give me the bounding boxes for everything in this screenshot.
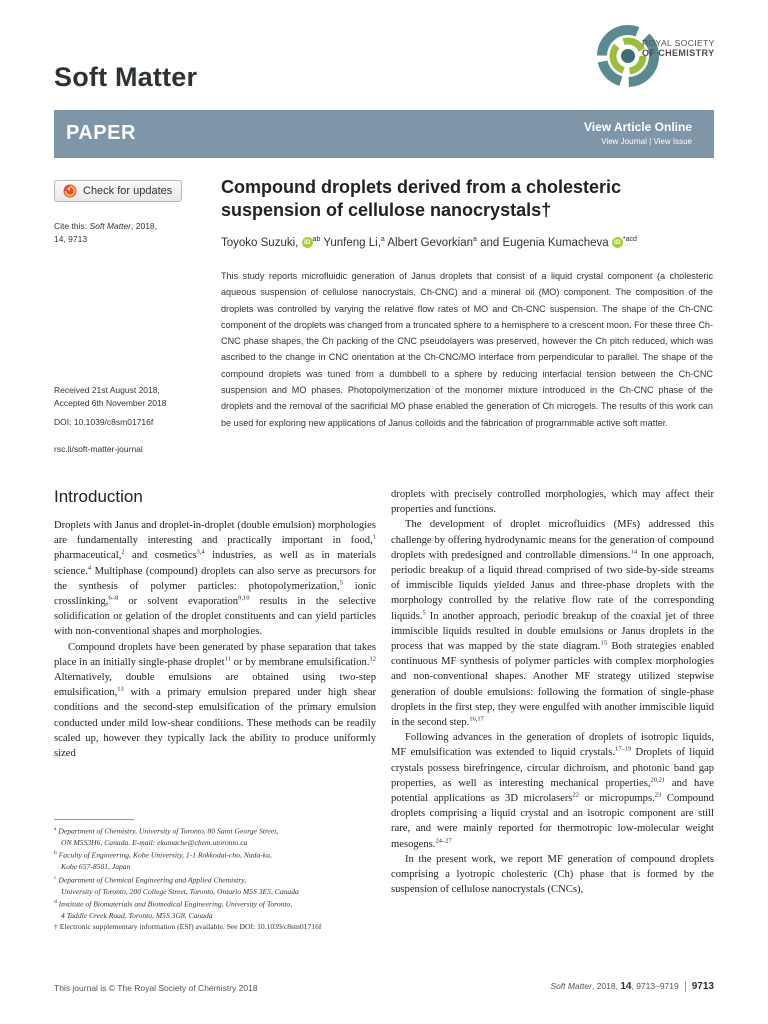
author-affiliation: a bbox=[380, 236, 385, 243]
author-list bbox=[221, 236, 711, 249]
journal-link[interactable]: rsc.li/soft-matter-journal bbox=[54, 444, 143, 454]
body-column-left bbox=[54, 518, 376, 761]
body-paragraph: Following advances in the generation of droplets of isotropic liquids, MF emulsification was extended to liquid crystals.$^{17-19}$ Droplets of liquid crystals possess birefringence, circular dichroism, and photonic band gap properties, as well as interesting mechanical properties,$^{20,21}$ and have potential applications as 3D microlasers$^{22}$ or micropumps.$^{23}$ Compound droplets comprising a liquid crystal and an isotropic component are still rare, and were mainly reported for thermotropic low-molecular weight mesogens.$^{24-27}$ bbox=[391, 732, 715, 850]
article-title: Compound droplets derived from a cholesteric suspension of cellulose nanocrystals† bbox=[221, 177, 622, 220]
footer-separator bbox=[685, 981, 686, 992]
link-separator: | bbox=[649, 137, 654, 146]
view-links bbox=[601, 137, 692, 146]
author-name: Albert Gevorkian bbox=[384, 236, 474, 249]
cite-prefix: Cite this: bbox=[54, 221, 90, 231]
author-name: Toyoko Suzuki, bbox=[221, 236, 299, 249]
footnote-affiliation-b: $^b$ Faculty of Engineering, Kobe University, 1-1 Rokkodai-cho, Nada-ku, bbox=[54, 850, 272, 860]
page-number: 9713 bbox=[691, 981, 714, 992]
paper-type-label: PAPER bbox=[66, 122, 136, 144]
footnote-divider bbox=[54, 819, 134, 820]
orcid-icon[interactable]: iD bbox=[302, 237, 313, 248]
doi: DOI: 10.1039/c8sm01716f bbox=[54, 417, 154, 427]
body-paragraph: Compound droplets have been generated by phase separation that takes place in an initially single-phase droplet$^{11}$ or by membrane emulsification.$^{12}$ Alternatively, double emulsions are obtained using two-step emulsification,$^{13}$ with a primary emulsion prepared under high shear conditions and the second-step emulsification of the primary emulsion conducted under mild low-shear conditions. These methods can be readily scaled up, however they typically lack the ability to produce uniformly sized bbox=[54, 641, 376, 760]
footer-volume: 14 bbox=[620, 981, 632, 992]
journal-title: Soft Matter bbox=[54, 62, 198, 92]
body-paragraph: The development of droplet microfluidics (MFs) addressed this challenge by offering hydrodynamic means for the generation of compound droplets with predesigned and controllable dimensions.$^{14}$ In one approach, periodic breakup of a liquid thread comprised of two side-by-side streams of immiscible liquids yielded Janus and three-phase droplets with the morphology controlled by the relative flow rate of the corresponding liquids.$^5$ In another approach, periodic breakup of the coaxial jet of three immiscible liquids resulted in double emulsions or Janus droplets in the process that was mapped by the state diagram.$^{15}$ Both strategies enabled continuous MF synthesis of polymer particles with complex morphologies and non-conventional shapes. Another MF strategy utilized stepwise generation of double emulsions: following the formation of single-phase droplets in the first step, they were engulfed with another immiscible liquid in the second step.$^{16,17}$ bbox=[391, 519, 714, 729]
footer-journal: Soft Matter bbox=[550, 981, 592, 991]
cite-year: , 2018, bbox=[131, 221, 158, 231]
citation-info bbox=[54, 220, 179, 246]
section-heading: Introduction bbox=[54, 487, 143, 506]
footnote-affiliation-a-cont: ON M5S3H6, Canada. E-mail: ekumache@chem.utoronto.ca bbox=[61, 837, 248, 847]
view-journal-link[interactable]: View Journal bbox=[601, 137, 647, 146]
orcid-icon[interactable]: iD bbox=[612, 237, 623, 248]
footnote-affiliation-d-cont: 4 Taddle Creek Road, Toronto, M5S 3G8, Canada bbox=[61, 910, 213, 920]
cite-journal: Soft Matter bbox=[89, 221, 132, 231]
publisher-name bbox=[642, 38, 715, 58]
dates-info bbox=[54, 384, 179, 410]
author-affiliation: ab bbox=[312, 236, 321, 243]
footnote-affiliation-c: $^c$ Department of Chemical Engineering and Applied Chemistry, bbox=[54, 874, 247, 885]
check-for-updates-label: Check for updates bbox=[83, 185, 173, 197]
received-date: Received 21st August 2018, bbox=[54, 385, 160, 395]
abstract: This study reports microfluidic generation of Janus droplets that consist of a liquid crystal component (a cholesteric aqueous suspension of cellulose nanocrystals, Ch-CNC) and a mineral oil (MO) component. The composition of the droplets was controlled by varying the relative flow rates of MO and Ch-CNC suspension. The shape of the Ch-CNC component of the droplets was changed from a truncated sphere to a hemisphere to a crescent moon. For these three Ch-CNC phase shapes, the Ch packing of the CNC pseudolayers was preserved, however the Ch pitch reduced, which was ascribed to the change in CNC orientation at the Ch-CNC/MO interface from perpendicular to parallel. The shape of the compound droplets was tuned from a dumbbell to a sphere by reducing interfacial tension between the Ch-CNC suspension and MO phases. Photopolymerization of the monomer mixture introduced in the Ch-CNC phase of the droplets and the removal of the sacrificial MO phase enabled the generation of Ch microgels. The results of this work can be used for exploring new applications of Janus colloids and the fabrication of programmable active soft matter. bbox=[221, 271, 713, 428]
author-affiliation: a bbox=[473, 236, 477, 243]
view-article-online-link[interactable]: View Article Online bbox=[583, 120, 692, 134]
publisher-line-2: OF CHEMISTRY bbox=[642, 48, 715, 58]
accepted-date: Accepted 6th November 2018 bbox=[54, 398, 167, 408]
page-citation-footer bbox=[550, 981, 714, 992]
body-column-right bbox=[391, 487, 714, 897]
footnote-affiliation-c-cont: University of Toronto, 200 College Street, Toronto, Ontario M5S 3E5, Canada bbox=[61, 886, 299, 896]
footer-pages: , 9713–9719 bbox=[631, 981, 679, 991]
author-name: Yunfeng Li, bbox=[320, 236, 381, 249]
footnote-esi: † Electronic supplementary information (ESI) available. See DOI: 10.1039/c8sm01716f bbox=[54, 922, 322, 932]
paper-header-bar bbox=[54, 110, 714, 158]
refresh-badge-icon bbox=[63, 184, 77, 198]
footnotes bbox=[54, 824, 384, 933]
view-issue-link[interactable]: View Issue bbox=[653, 137, 692, 146]
body-paragraph: In the present work, we report MF generation of compound droplets comprising a lyotropic cholesteric (Ch) phase that is formed by the suspension of cellulose nanocrystals (CNCs), bbox=[391, 853, 714, 896]
publisher-line-1: ROYAL SOCIETY bbox=[642, 38, 715, 48]
body-paragraph: Droplets with Janus and droplet-in-droplet (double emulsion) morphologies are fundamentally interesting and practically important in food,$^1$ pharmaceutical,$^2$ and cosmetics$^{3,4}$ industries, as well as in materials science.$^4$ Multiphase (compound) droplets can also serve as precursors for the synthesis of polymer particles: photopolymerization,$^5$ ionic crosslinking,$^{6-8}$ or solvent evaporation$^{9,10}$ results in the selective solidification or gelation of the droplet constituents and can yield particles with non-conventional shapes and morphologies. bbox=[54, 520, 376, 638]
copyright-footer: This journal is © The Royal Society of Chemistry 2018 bbox=[54, 983, 258, 993]
author-name: and Eugenia Kumacheva bbox=[476, 236, 609, 249]
footer-year: , 2018, bbox=[591, 981, 621, 991]
footnote-affiliation-b-cont: Kobe 657-8501, Japan bbox=[61, 862, 131, 872]
footnote-affiliation-d: $^d$ Institute of Biomaterials and Biomedical Engineering, University of Toronto, bbox=[54, 899, 293, 909]
check-for-updates-button[interactable] bbox=[54, 180, 182, 202]
cite-volume: 14, 9713 bbox=[54, 234, 88, 244]
author-affiliation: *acd bbox=[622, 236, 637, 243]
footnote-affiliation-a: $^a$ Department of Chemistry, University of Toronto, 80 Saint George Street, bbox=[54, 826, 279, 836]
body-paragraph: droplets with precisely controlled morphologies, which may affect their properties and functions. bbox=[391, 489, 714, 516]
